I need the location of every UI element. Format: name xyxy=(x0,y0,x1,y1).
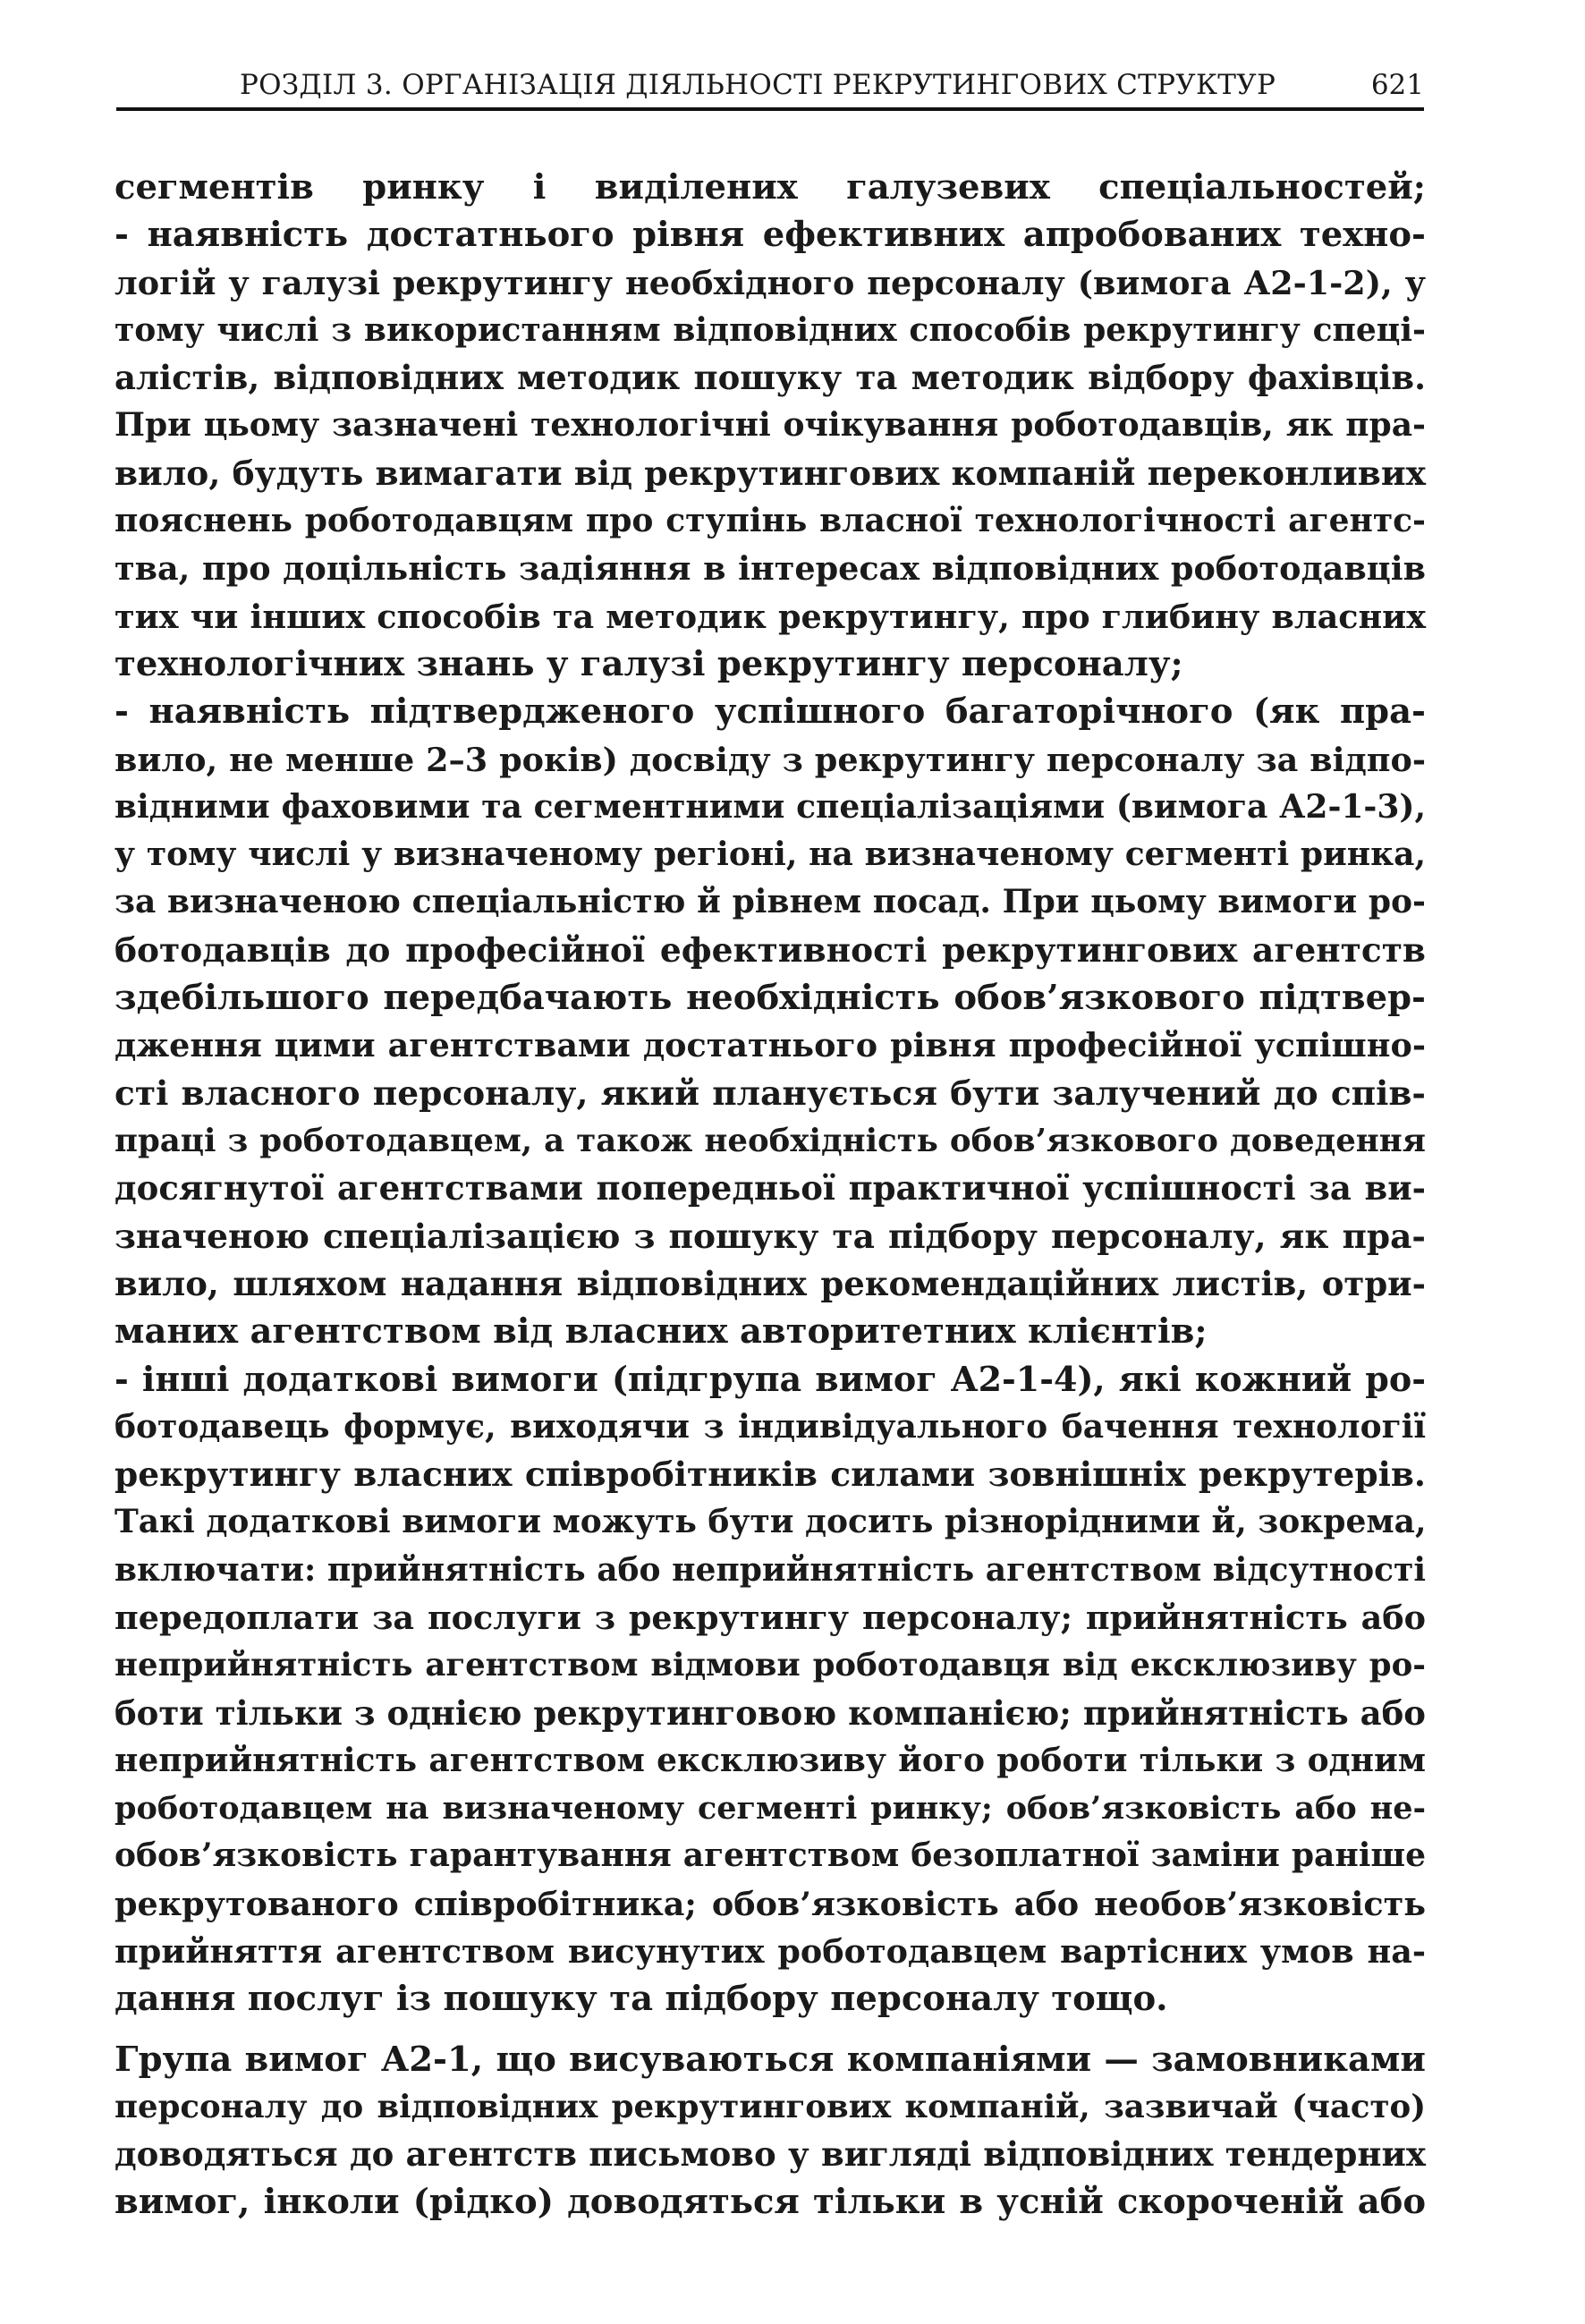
text-line: вило, шляхом надання відповідних рекомендаційних листів, отри- xyxy=(114,1263,1426,1303)
text-line: рекрутингу власних співробітників силами зовнішніх рекрутерів. xyxy=(114,1455,1426,1495)
text-line: пояснень роботодавцям про ступінь власної технологічності агентс- xyxy=(114,502,1426,540)
text-line: рекрутованого співробітника; обов’язковість або необов’язковість xyxy=(114,1884,1426,1923)
text-line: технологічних знань у галузі рекрутингу персоналу; xyxy=(114,643,1183,684)
text-line: значеною спеціалізацією з пошуку та підбору персоналу, як пра- xyxy=(114,1216,1426,1256)
text-line: за визначеною спеціальністю й рівнем посад. При цьому вимоги ро- xyxy=(114,883,1426,921)
paragraph-gap xyxy=(114,2023,1426,2036)
chapter-title: РОЗДІЛ 3. ОРГАНІЗАЦІЯ ДІЯЛЬНОСТІ РЕКРУТИНГОВИХ СТРУКТУР xyxy=(240,69,1276,101)
text-line: - наявність підтвердженого успішного багаторічного (як пра- xyxy=(114,691,1426,733)
text-line: маних агентством від власних авторитетних клієнтів; xyxy=(114,1311,1208,1353)
text-line: досягнутої агентствами попередньої практичної успішності за ви- xyxy=(114,1168,1426,1209)
text-line: у тому числі у визначеному регіоні, на визначеному сегменті ринка, xyxy=(114,835,1426,874)
text-line: тва, про доцільність задіяння в інтересах відповідних роботодавців xyxy=(114,549,1426,589)
text-line: логій у галузі рекрутингу необхідного персоналу (вимога А2-1-2), у xyxy=(114,263,1426,302)
text-line: дження цими агентствами достатнього рівня професійної успішно- xyxy=(114,1026,1426,1065)
text-line: Група вимог А2-1, що висуваються компаніями — замовниками xyxy=(114,2039,1426,2080)
text-line: алістів, відповідних методик пошуку та методик відбору фахівців. xyxy=(114,358,1426,398)
page-number: 621 xyxy=(1370,69,1424,101)
text-line: відними фаховими та сегментними спеціалізаціями (вимога А2-1-3), xyxy=(114,787,1426,826)
text-line: праці з роботодавцем, а також необхідність обов’язкового доведення xyxy=(114,1122,1426,1159)
text-line: здебільшого передбачають необхідність обов’язкового підтвер- xyxy=(114,978,1426,1019)
text-line: ботодавець формує, виходячи з індивідуального бачення технології xyxy=(114,1407,1426,1446)
text-line: сті власного персоналу, який планується бути залучений до спів- xyxy=(114,1073,1426,1113)
text-line: вимог, інколи (рідко) доводяться тільки в усній скороченій або xyxy=(114,2182,1426,2223)
text-line: дання послуг із пошуку та підбору персоналу тощо. xyxy=(114,1979,1168,2020)
text-line: включати: прийнятність або неприйнятність агентством відсутності xyxy=(114,1550,1426,1589)
text-line: доводяться до агентств письмово у вигляді відповідних тендерних xyxy=(114,2134,1426,2175)
text-line: Такі додаткові вимоги можуть бути досить різнорідними й, зокрема, xyxy=(114,1503,1427,1541)
text-line: тих чи інших способів та методик рекрутингу, про глибину власних xyxy=(114,597,1426,636)
text-line: роботодавцем на визначеному сегменті ринку; обов’язковість або не- xyxy=(114,1790,1426,1828)
text-line: вило, не менше 2–3 років) досвіду з рекрутингу персоналу за відпо- xyxy=(114,740,1426,779)
running-header xyxy=(116,63,1424,107)
header-divider xyxy=(116,107,1424,111)
text-line: передоплати за послуги з рекрутингу персоналу; прийнятність або xyxy=(114,1598,1426,1637)
text-line: вило, будуть вимагати від рекрутингових компаній переконливих xyxy=(114,453,1426,493)
body-text xyxy=(114,164,1426,2226)
text-line: сегментів ринку і виділених галузевих спеціальностей; xyxy=(114,167,1426,208)
text-line: ботодавців до професійної ефективності рекрутингових агентств xyxy=(114,929,1426,970)
text-line: - наявність достатнього рівня ефективних апробованих техно- xyxy=(114,215,1426,256)
text-line: персоналу до відповідних рекрутингових компаній, зазвичай (часто) xyxy=(114,2088,1426,2125)
text-line: неприйнятність агентством ексклюзиву його роботи тільки з одним xyxy=(114,1741,1426,1779)
text-line: прийняття агентством висунутих роботодавцем вартісних умов на- xyxy=(114,1931,1426,1971)
text-line: неприйнятність агентством відмови роботодавця від ексклюзиву ро- xyxy=(114,1647,1426,1684)
text-line: При цьому зазначені технологічні очікування роботодавців, як пра- xyxy=(114,406,1426,445)
text-line: - інші додаткові вимоги (підгрупа вимог А2-1-4), які кожний ро- xyxy=(114,1359,1426,1400)
text-line: тому числі з використанням відповідних способів рекрутингу спеці- xyxy=(114,310,1426,349)
text-line: боти тільки з однією рекрутинговою компанією; прийнятність або xyxy=(114,1692,1426,1733)
text-line: обов’язковість гарантування агентством безоплатної заміни раніше xyxy=(114,1836,1426,1875)
